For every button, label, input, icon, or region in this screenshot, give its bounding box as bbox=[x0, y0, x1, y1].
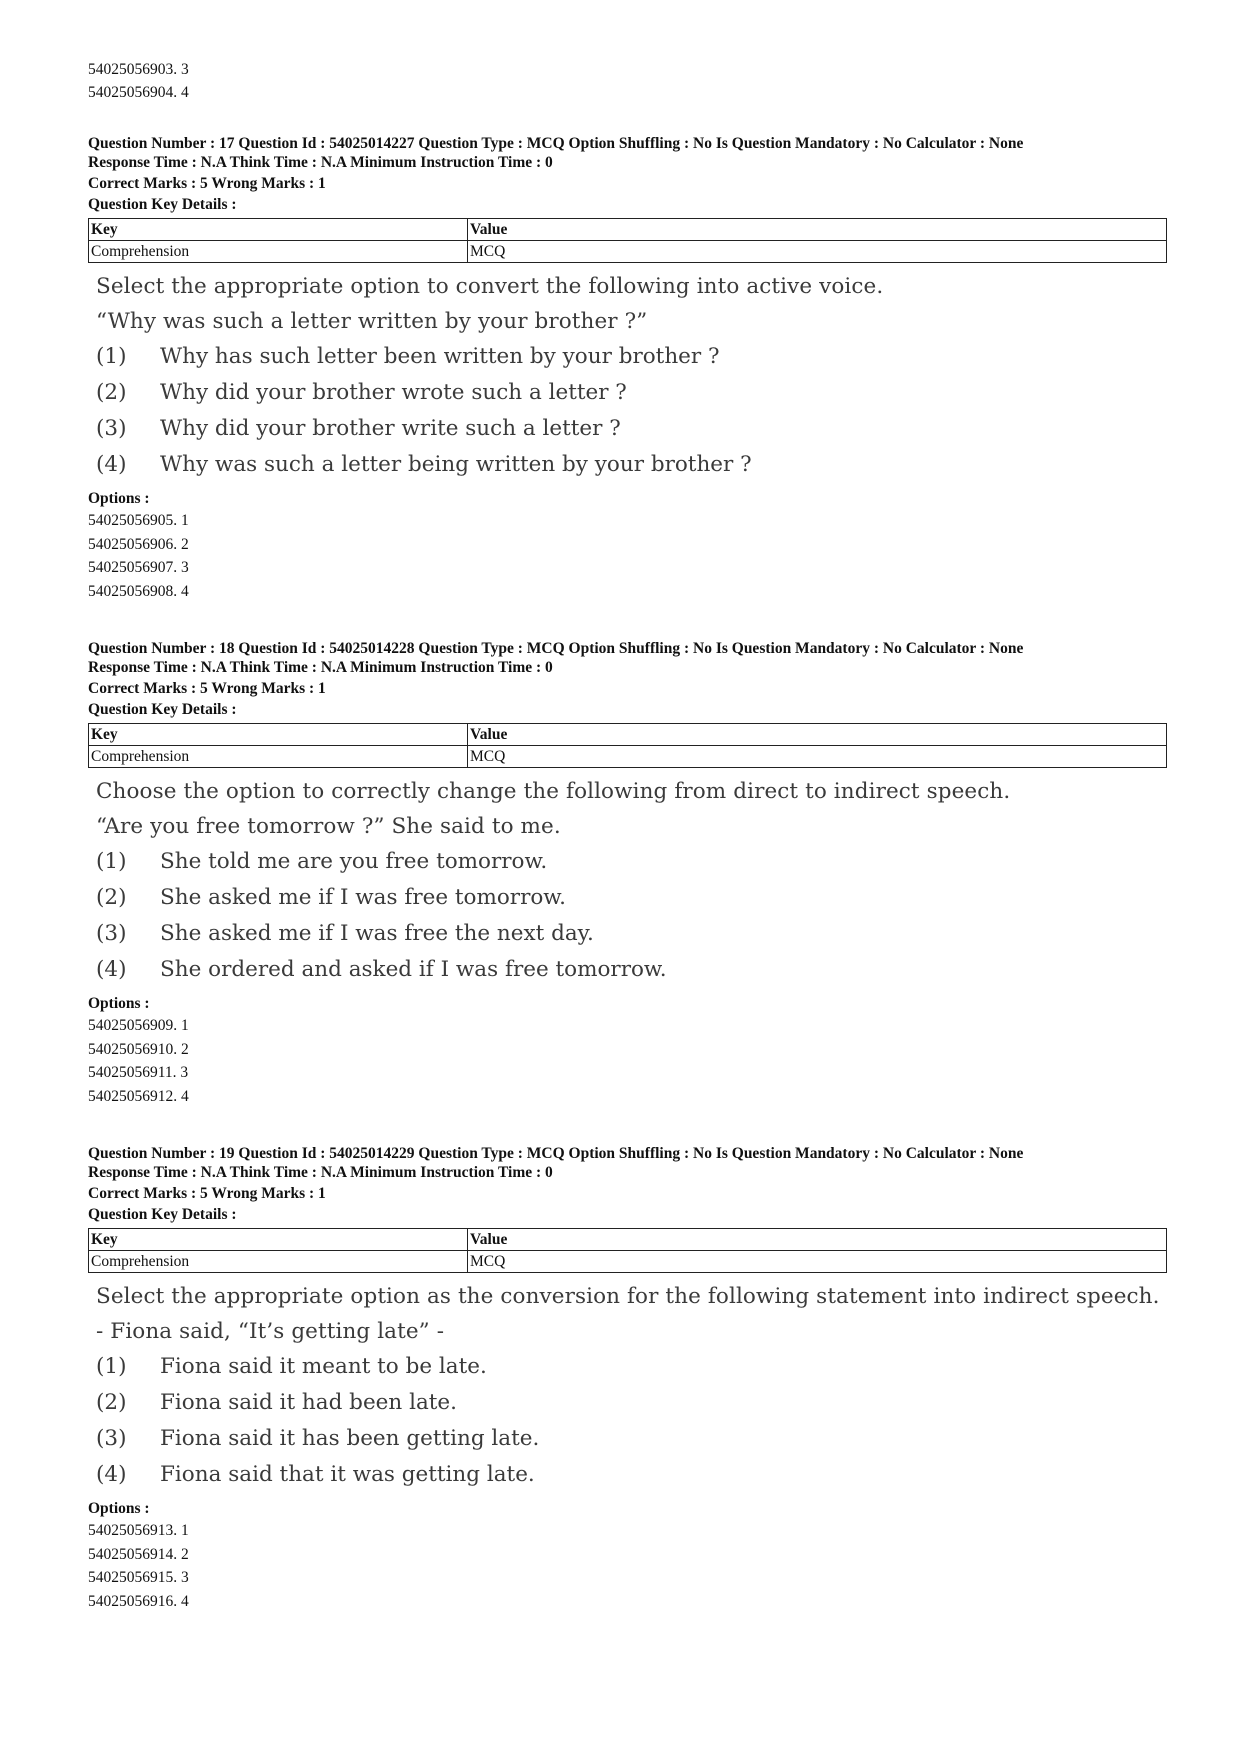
question-prompt: “Why was such a letter written by your brother ?” bbox=[96, 309, 648, 334]
table-row bbox=[89, 241, 1167, 263]
choice-number: (1) bbox=[96, 849, 127, 874]
option-id: 54025056909. 1 bbox=[88, 1017, 189, 1034]
column-header-value: Value bbox=[468, 724, 1167, 746]
answer-choice bbox=[96, 411, 1168, 447]
table-header-row bbox=[89, 219, 1167, 241]
answer-choice bbox=[96, 1349, 1168, 1385]
question-meta-line: Question Number : 17 Question Id : 54025014227 Question Type : MCQ Option Shuffling : No Is Question Mandatory : No Calculator : None bbox=[88, 135, 1024, 152]
answer-choice bbox=[96, 880, 1168, 916]
column-header-key: Key bbox=[89, 219, 468, 241]
choice-number: (3) bbox=[96, 416, 127, 441]
option-id: 54025056914. 2 bbox=[88, 1545, 189, 1563]
answer-choice bbox=[96, 952, 1168, 988]
choice-text: She asked me if I was free the next day. bbox=[160, 921, 594, 946]
option-id: 54025056906. 2 bbox=[88, 535, 189, 553]
column-header-key: Key bbox=[89, 1229, 468, 1251]
choice-number: (3) bbox=[96, 1426, 127, 1451]
key-details-label: Question Key Details : bbox=[88, 196, 237, 213]
column-header-value: Value bbox=[468, 219, 1167, 241]
option-id: 54025056908. 4 bbox=[88, 582, 189, 600]
answer-choice bbox=[96, 375, 1168, 411]
previous-question-options bbox=[88, 58, 1168, 104]
choice-number: (1) bbox=[96, 1354, 127, 1379]
options-label: Options : bbox=[88, 490, 150, 507]
table-cell-key: Comprehension bbox=[89, 1251, 468, 1273]
options-label: Options : bbox=[88, 995, 150, 1012]
table-cell-value: MCQ bbox=[468, 746, 1167, 768]
question-meta-line: Question Number : 18 Question Id : 54025014228 Question Type : MCQ Option Shuffling : No Is Question Mandatory : No Calculator : None bbox=[88, 640, 1024, 657]
exam-page bbox=[88, 58, 1168, 1613]
choice-text: Why was such a letter being written by your brother ? bbox=[160, 452, 752, 477]
answer-choice bbox=[96, 339, 1168, 375]
question-marks: Correct Marks : 5 Wrong Marks : 1 bbox=[88, 680, 326, 697]
choice-text: She asked me if I was free tomorrow. bbox=[160, 885, 566, 910]
choice-text: Fiona said it had been late. bbox=[160, 1390, 457, 1415]
key-details-table bbox=[88, 723, 1167, 768]
option-id: 54025056905. 1 bbox=[88, 512, 189, 529]
column-header-value: Value bbox=[468, 1229, 1167, 1251]
key-details-label: Question Key Details : bbox=[88, 701, 237, 718]
option-id: 54025056912. 4 bbox=[88, 1087, 189, 1105]
answer-choice bbox=[96, 1421, 1168, 1457]
table-header-row bbox=[89, 1229, 1167, 1251]
choice-number: (2) bbox=[96, 380, 127, 405]
choice-number: (4) bbox=[96, 452, 127, 477]
question-stem: Select the appropriate option as the conversion for the following statement into indirect speech. bbox=[96, 1284, 1160, 1309]
choice-number: (4) bbox=[96, 1462, 127, 1487]
answer-choice bbox=[96, 844, 1168, 880]
question-marks: Correct Marks : 5 Wrong Marks : 1 bbox=[88, 175, 326, 192]
question-meta-line: Question Number : 19 Question Id : 54025014229 Question Type : MCQ Option Shuffling : No Is Question Mandatory : No Calculator : None bbox=[88, 1145, 1024, 1162]
question-prompt: “Are you free tomorrow ?” She said to me. bbox=[96, 814, 561, 839]
question-18 bbox=[88, 639, 1168, 1108]
table-cell-value: MCQ bbox=[468, 241, 1167, 263]
choice-text: Fiona said it meant to be late. bbox=[160, 1354, 487, 1379]
choice-number: (4) bbox=[96, 957, 127, 982]
answer-choice bbox=[96, 1457, 1168, 1493]
question-text-image bbox=[88, 774, 1168, 988]
key-details-table bbox=[88, 218, 1167, 263]
choice-text: Fiona said that it was getting late. bbox=[160, 1462, 535, 1487]
question-text-image bbox=[88, 1279, 1168, 1493]
choice-text: Why did your brother wrote such a letter ? bbox=[160, 380, 627, 405]
question-prompt: - Fiona said, “It’s getting late” - bbox=[96, 1319, 445, 1344]
option-id: 54025056907. 3 bbox=[88, 559, 189, 576]
table-cell-key: Comprehension bbox=[89, 746, 468, 768]
option-id: 54025056915. 3 bbox=[88, 1569, 189, 1586]
column-header-key: Key bbox=[89, 724, 468, 746]
table-cell-key: Comprehension bbox=[89, 241, 468, 263]
question-stem: Select the appropriate option to convert the following into active voice. bbox=[96, 274, 884, 299]
key-details-table bbox=[88, 1228, 1167, 1273]
choice-text: Why has such letter been written by your brother ? bbox=[160, 344, 720, 369]
answer-choice bbox=[96, 447, 1168, 483]
question-stem: Choose the option to correctly change the following from direct to indirect speech. bbox=[96, 779, 1011, 804]
option-id: 54025056903. 3 bbox=[88, 61, 189, 78]
question-timing-line: Response Time : N.A Think Time : N.A Minimum Instruction Time : 0 bbox=[88, 659, 553, 676]
question-timing-line: Response Time : N.A Think Time : N.A Minimum Instruction Time : 0 bbox=[88, 154, 553, 171]
choice-text: Fiona said it has been getting late. bbox=[160, 1426, 540, 1451]
question-marks: Correct Marks : 5 Wrong Marks : 1 bbox=[88, 1185, 326, 1202]
table-cell-value: MCQ bbox=[468, 1251, 1167, 1273]
choice-number: (2) bbox=[96, 1390, 127, 1415]
choice-text: She told me are you free tomorrow. bbox=[160, 849, 548, 874]
choice-number: (1) bbox=[96, 344, 127, 369]
options-label: Options : bbox=[88, 1500, 150, 1517]
option-id: 54025056910. 2 bbox=[88, 1040, 189, 1058]
option-id: 54025056913. 1 bbox=[88, 1522, 189, 1539]
key-details-label: Question Key Details : bbox=[88, 1206, 237, 1223]
choice-text: She ordered and asked if I was free tomorrow. bbox=[160, 957, 667, 982]
choice-number: (3) bbox=[96, 921, 127, 946]
choice-text: Why did your brother write such a letter ? bbox=[160, 416, 621, 441]
option-id: 54025056904. 4 bbox=[88, 84, 189, 101]
table-row bbox=[89, 1251, 1167, 1273]
question-text-image bbox=[88, 269, 1168, 483]
option-id: 54025056911. 3 bbox=[88, 1064, 189, 1081]
question-17 bbox=[88, 134, 1168, 603]
table-header-row bbox=[89, 724, 1167, 746]
answer-choice bbox=[96, 1385, 1168, 1421]
choice-number: (2) bbox=[96, 885, 127, 910]
table-row bbox=[89, 746, 1167, 768]
option-id: 54025056916. 4 bbox=[88, 1592, 189, 1610]
question-timing-line: Response Time : N.A Think Time : N.A Minimum Instruction Time : 0 bbox=[88, 1164, 553, 1181]
question-19 bbox=[88, 1144, 1168, 1613]
answer-choice bbox=[96, 916, 1168, 952]
